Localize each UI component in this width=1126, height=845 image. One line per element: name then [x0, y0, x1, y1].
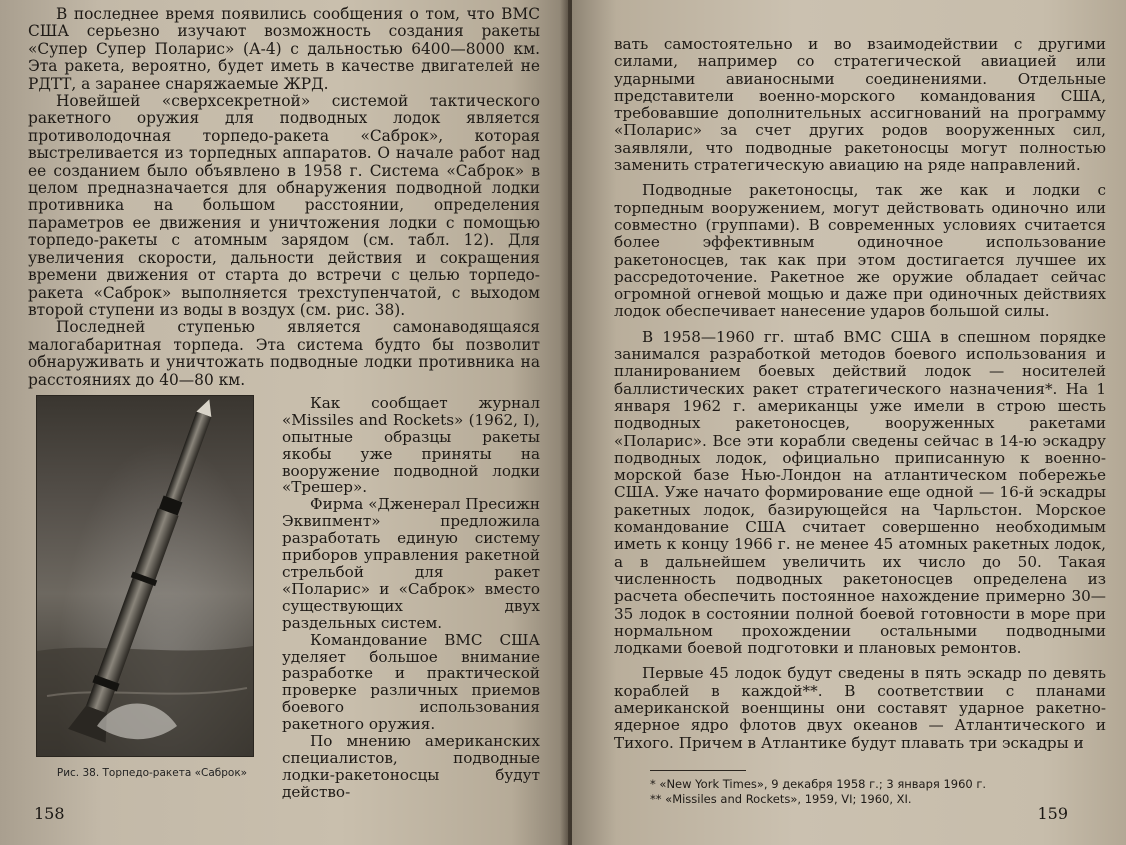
right-page — [572, 0, 1126, 845]
paragraph: Командование ВМС США уделяет большое внимание разработке и практической проверке различных приемов боевого использования ракетного оружия. — [282, 630, 540, 734]
footnote: * «New York Times», 9 декабря 1958 г.; 3 января 1960 г. — [650, 776, 987, 791]
figure-38 — [36, 395, 268, 801]
torpedo-rocket-illustration — [37, 396, 253, 756]
footnote: ** «Missiles and Rockets», 1959, VI; 1960, XI. — [650, 791, 912, 806]
footnote-rule — [650, 770, 746, 771]
paragraph: Новейшей «сверхсекретной» системой тактического ракетного оружия для подводных лодок является противолодочная торпедо-ракета «Саброк», которая выстреливается из торпедных аппаратов. О начале работ над ее созданием было объявлено в 1958 г. Система «Саброк» в целом предназначается для обнаружения подводной лодки противника на большом расстоянии, определения параметров ее движения и уничтожения лодки с помощью торпедо-ракеты с атомным зарядом (см. табл. 12). Для увеличения скорости, дальности действия и сокращения времени движения от старта до встречи с целью торпедо-ракета «Саброк» выполняется трехступенчатой, с выходом второй ступени из воды в воздух (см. рис. 38). — [28, 92, 540, 319]
torpedo-rocket-photo — [36, 395, 254, 757]
page-number: 159 — [1037, 804, 1068, 823]
figure-side-text — [282, 395, 540, 801]
paragraph: В последнее время появились сообщения о том, что ВМС США серьезно изучают возможность создания ракеты «Супер Супер Поларис» (А-4) с дальностью 6400—8000 км. Эта ракета, вероятно, будет иметь в качестве двигателей не РДТТ, а заранее снаряжаемые ЖРД. — [28, 5, 540, 93]
paragraph: вать самостоятельно и во взаимодействии с другими силами, например со стратегической авиацией или ударными авианосными соединениями. Отдельные представители военно-морского командования США, требовавшие дополнительных ассигнований на программу «Поларис» за счет других родов вооруженных сил, заявляли, что подводные ракетоносцы могут полностью заменить стратегическую авиацию на ряде направлений. — [614, 35, 1106, 175]
figure-block — [28, 395, 540, 801]
paragraph: По мнению американских специалистов, подводные лодки-ракетоносцы будут действо- — [282, 732, 540, 801]
paragraph: Фирма «Дженерал Пресижн Эквипмент» предложила разработать единую систему приборов управления ракетной стрельбой для ракет «Поларис» и «Саброк» вместо существующих двух раздельных систем. — [282, 495, 540, 632]
paragraph: В 1958—1960 гг. штаб ВМС США в спешном порядке занимался разработкой методов боевого использования и планированием боевых действий лодок — носителей баллистических ракет стратегического назначения*. На 1 января 1962 г. американцы уже имели в строю шесть подводных ракетоносцев, вооруженных ракетами «Поларис». Все эти корабли сведены сейчас в 14-ю эскадру подводных лодок, официально приписанную к военно-морской базе Нью-Лондон на атлантическом побережье США. Уже начато формирование еще одной — 16-й эскадры ракетных лодок, базирующейся на Чарльстон. Морское командование США считает совершенно необходимым иметь к концу 1966 г. не менее 45 атомных ракетных лодок, а в дальнейшем увеличить их число до 50. Такая численность подводных ракетоносцев определена из расчета обеспечить постоянное нахождение примерно 30—35 лодок в состоянии полной боевой готовности в море при нормальном прохождении остальными подводными лодками боевой подготовки и плановых ремонтов. — [614, 327, 1106, 658]
paragraph: Как сообщает журнал «Missiles and Rockets» (1962, I), опытные образцы ракеты якобы уже приняты на вооружение подводной лодки «Трешер». — [282, 393, 540, 497]
paragraph: Подводные ракетоносцы, так же как и лодки с торпедным вооружением, могут действовать одиночно или совместно (группами). В современных условиях считается более эффективным одиночное использование ракетоносцев, так как при этом достигается лучшее их рассредоточение. Ракетное же оружие обладает сейчас огромной огневой мощью и даже при одиночных действиях лодок обеспечивает нанесение ударов большой силы. — [614, 181, 1106, 321]
page-number: 158 — [34, 804, 65, 823]
figure-caption: Рис. 38. Торпедо-ракета «Саброк» — [56, 766, 248, 779]
paragraph: Первые 45 лодок будут сведены в пять эскадр по девять кораблей в каждой**. В соответствии с планами американской военщины они составят ударное ракетно-ядерное ядро флотов двух океанов — Атлантического и Тихого. Причем в Атлантике будут плавать три эскадры и — [614, 664, 1106, 752]
paragraph: Последней ступенью является самонаводящаяся малогабаритная торпеда. Эта система будто бы позволит обнаруживать и уничтожать подводные лодки противника на расстояниях до 40—80 км. — [28, 318, 540, 389]
